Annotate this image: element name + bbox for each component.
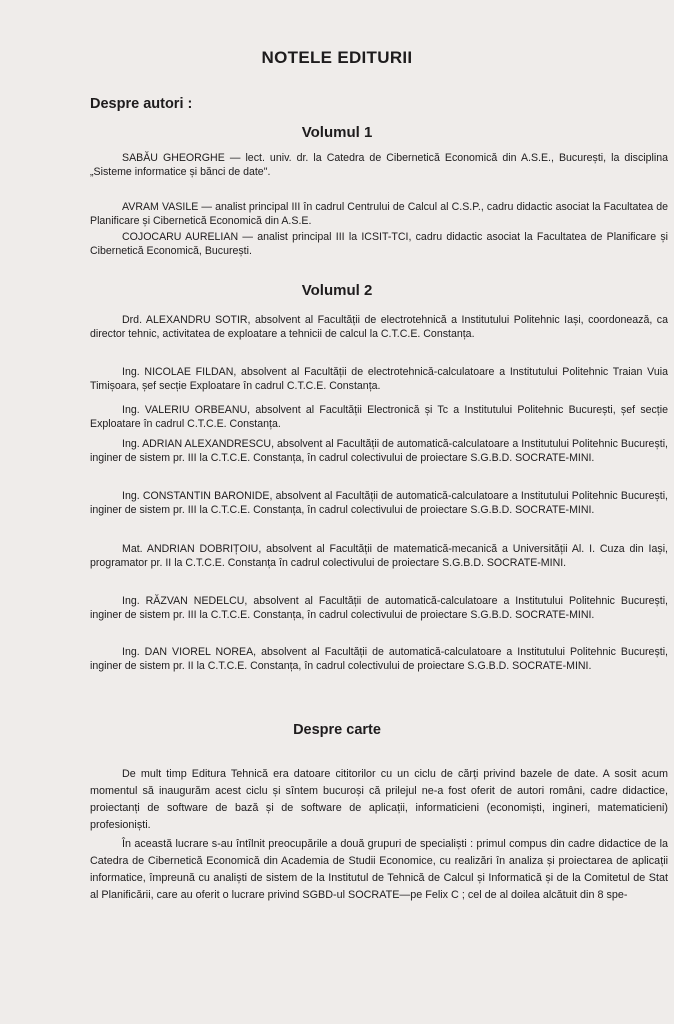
author-entry: SABĂU GHEORGHE — lect. univ. dr. la Catedra de Cibernetică Economică din A.S.E., București, la disciplina „Sisteme informatice și bănci de date". (90, 152, 668, 178)
author-entry: Ing. ADRIAN ALEXANDRESCU, absolvent al Facultății de automatică-calculatoare a Institutului Politehnic București, inginer de sistem pr. III la C.T.C.E. Constanța, în cadrul colectivului de proiectare S.G.B.D. SOCRATE-MINI. (90, 438, 668, 464)
author-entry: Ing. DAN VIOREL NOREA, absolvent al Facultății de automatică-calculatoare a Institutului Politehnic București, inginer de sistem pr. II la C.T.C.E. Constanța, în cadrul colectivului de proiectare S.G.B.D. SOCRATE-MINI. (90, 646, 668, 672)
volume-2-heading: Volumul 2 (301, 282, 373, 299)
page-title: NOTELE EDITURII (261, 48, 413, 67)
author-entry: Mat. ANDRIAN DOBRIȚOIU, absolvent al Facultății de matematică-mecanică a Universității Al. I. Cuza din Iași, programator pr. II la C.T.C.E. Constanța în cadrul colectivului de proiectare S.G.B.D. SOCRATE-MINI. (90, 543, 668, 569)
volume-1-heading: Volumul 1 (301, 124, 373, 141)
authors-heading: Despre autori : (90, 96, 193, 112)
author-entry: Ing. RĂZVAN NEDELCU, absolvent al Facultății de automatică-calculatoare a Institutului Politehnic București, inginer de sistem pr. III la C.T.C.E. Constanța, în cadrul colectivului de proiectare S.G.B.D. SOCRATE-MINI. (90, 595, 668, 621)
author-entry: AVRAM VASILE — analist principal III în cadrul Centrului de Calcul al C.S.P., cadru didactic asociat la Facultatea de Planificare și Cibernetică Economică din A.S.E. (90, 201, 668, 227)
author-entry: Ing. CONSTANTIN BARONIDE, absolvent al Facultății de automatică-calculatoare a Institutului Politehnic București, inginer de sistem pr. III la C.T.C.E. Constanța, în cadrul colectivului de proiectare S.G.B.D. SOCRATE-MINI. (90, 490, 668, 516)
book-heading: Despre carte (293, 722, 381, 738)
book-paragraph: De mult timp Editura Tehnică era datoare cititorilor cu un ciclu de cărți privind bazele de date. A sosit acum momentul să inaugurăm acest ciclu și sîntem bucuroși că prilejul ne-a fost oferit de autori români, cadre didactice, proiectanți de software de bază și de software de aplicații, informaticieni (economiști, ingineri, matematicieni) profesioniști. (90, 768, 668, 831)
book-paragraph: În această lucrare s-au întîlnit preocupările a două grupuri de specialiști : primul compus din cadre didactice de la Catedra de Cibernetică Economică din Academia de Studii Economice, cu realizări în analiza și proiectarea de aplicații informatice, împreună cu analiști de sistem de la Institutul de Tehnică de Calcul și Informatică și de la Comitetul de Stat al Planificării, care au oferit o lucrare privind SGBD-ul SOCRATE—pe Felix C ; cel de al doilea alcătuit din 8 spe- (90, 838, 668, 901)
author-entry: Ing. VALERIU ORBEANU, absolvent al Facultății Electronică și Tc a Institutului Politehnic București, șef secție Exploatare în cadrul C.T.C.E. Constanța. (90, 404, 668, 430)
author-entry: Ing. NICOLAE FILDAN, absolvent al Facultății de electrotehnică-calculatoare a Institutului Politehnic Traian Vuia Timișoara, șef secție Exploatare în cadrul C.T.C.E. Constanța. (90, 366, 668, 392)
author-entry: COJOCARU AURELIAN — analist principal III la ICSIT-TCI, cadru didactic asociat la Facultatea de Planificare și Cibernetică Economică, București. (90, 231, 668, 257)
author-entry: Drd. ALEXANDRU SOTIR, absolvent al Facultății de electrotehnică a Institutului Politehnic Iași, coordonează, ca director tehnic, activitatea de exploatare a tehnicii de calcul la C.T.C.E. Constanța. (90, 314, 668, 340)
